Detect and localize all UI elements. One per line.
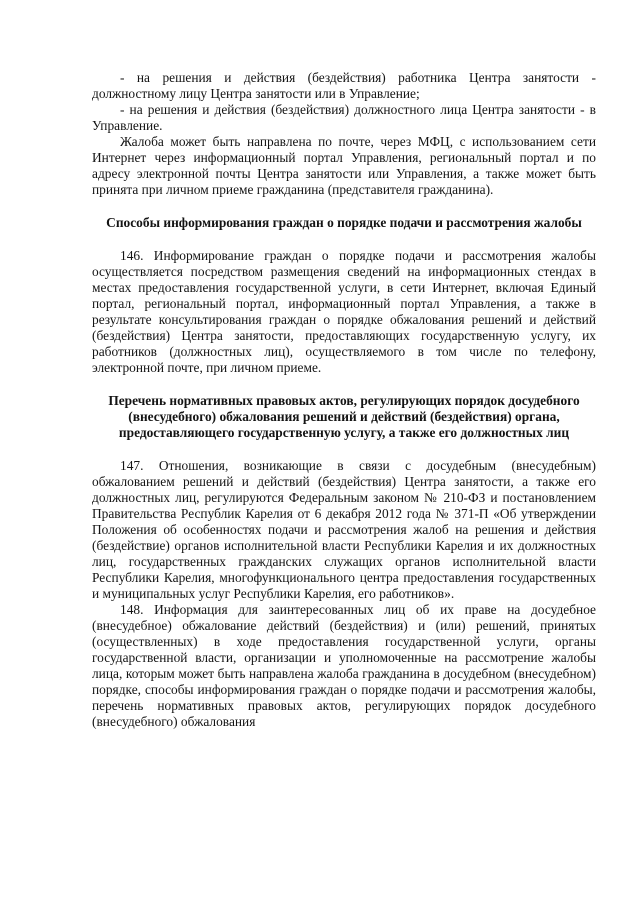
heading-informing-methods: Способы информирования граждан о порядке подачи и рассмотрения жалобы: [106, 215, 582, 230]
paragraph-147: 147. Отношения, возникающие в связи с досудебным (внесудебным) обжалованием решений и действий (бездействия) Центра занятости, а также его должностных лиц, регулируются Федеральным законом № 210-ФЗ и постановлением Правительства Республик Карелия от 6 декабря 2012 года № 371-П «Об утверждении Положения об особенностях подачи и рассмотрения жалоб на решения и действия (бездействие) органов исполнительной власти Республики Карелия и их должностных лиц, государственных гражданских служащих органов исполнительной власти Республики Карелия, многофункционального центра предоставления государственных и муниципальных услуг Республики Карелия, его работников».: [92, 458, 596, 601]
document-page: [92, 70, 596, 730]
paragraph-148: 148. Информация для заинтересованных лиц об их праве на досудебное (внесудебное) обжалование действий (бездействия) и (или) решений, принятых (осуществленных) в ходе предоставления государственной услуги, органы государственной власти, организации и уполномоченные на рассмотрение жалобы лица, которым может быть направлена жалоба гражданина в досудебном (внесудебном) порядке, способы информирования граждан о порядке подачи и рассмотрения жалобы, перечень нормативных правовых актов, регулирующих порядок досудебного (внесудебного) обжалования: [92, 602, 596, 729]
heading-legal-acts: Перечень нормативных правовых актов, регулирующих порядок досудебного (внесудебного) обжалования решений и действий (бездействия) органа, предоставляющего государственную услугу, а также его должностных лиц: [108, 393, 580, 440]
paragraph-appeal-employee: - на решения и действия (бездействия) работника Центра занятости - должностному лицу Центра занятости или в Управление;: [92, 70, 596, 101]
paragraph-complaint-channels: Жалоба может быть направлена по почте, через МФЦ, с использованием сети Интернет через информационный портал Управления, региональный портал и по адресу электронной почты Центра занятости или Управления, а также может быть принята при личном приеме гражданина (представителя гражданина).: [92, 134, 596, 197]
paragraph-146: 146. Информирование граждан о порядке подачи и рассмотрения жалобы осуществляется посредством размещения сведений на информационных стендах в местах предоставления государственной услуги, в сети Интернет, включая Единый портал, региональный портал, информационный портал Управления, а также в результате консультирования граждан о порядке обжалования решений и действий (бездействия) Центра занятости, предоставляющих государственную услугу, их работников (должностных лиц), осуществляемого в том числе по телефону, электронной почте, при личном приеме.: [92, 248, 596, 375]
paragraph-appeal-official: - на решения и действия (бездействия) должностного лица Центра занятости - в Управление.: [92, 102, 596, 133]
